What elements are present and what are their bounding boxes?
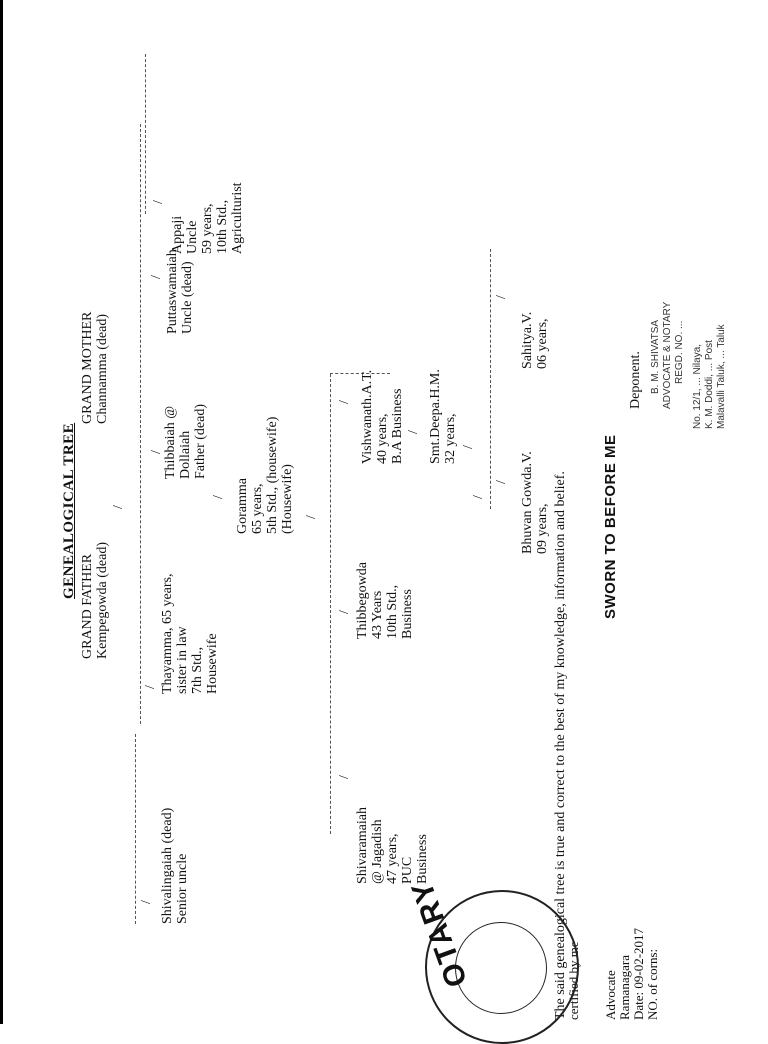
gen3-sahitya: Sahitya.V. 06 years, — [520, 311, 550, 369]
signature-line-1: B. M. SHIVATSA — [650, 319, 661, 394]
gen1-line-left — [135, 734, 136, 924]
connector-mark: / — [337, 775, 352, 779]
connector-mark: / — [304, 515, 319, 519]
signature-line-6: Malavalli Taluk, ... Taluk — [716, 324, 727, 429]
gen2-vishwanath: Vishwanath.A.T. 40 years, B.A Business — [360, 369, 405, 464]
gen2-shivaramaiah: Shivaramaiah @ Jagadish 47 years, PUC Business — [355, 807, 430, 884]
grand-mother-label: GRAND MOTHER — [80, 311, 95, 424]
gen3-bhuvan: Bhuvan Gowda.V. 09 years, — [520, 451, 550, 554]
gen2-thibbegowda: Thibbegowda 43 Years 10th Std., Business — [355, 562, 415, 639]
gen2-line — [330, 374, 331, 834]
gen3-line — [490, 249, 491, 509]
gen1-shivalingaiah: Shivalingaiah (dead) Senior uncle — [160, 807, 190, 924]
deponent-label: Deponent. — [628, 351, 643, 409]
corns-label: NO. of corns: — [645, 948, 660, 1020]
grand-father-name: Kempegowda (dead) — [95, 541, 110, 659]
gen1-line-right — [145, 54, 146, 214]
signature-line-2: ADVOCATE & NOTARY — [662, 301, 673, 409]
advocate-label: Advocate — [603, 970, 618, 1020]
gen1-puttaswamaiah: Puttaswamaiah Uncle (dead) — [165, 249, 195, 334]
signature-line-5: K. M. Doddi, ... Post — [704, 340, 715, 429]
certified-text: certified by me — [566, 941, 581, 1020]
gen1-appaji: Appaji Uncle 59 years, 10th Std., Agriculturist — [170, 182, 245, 254]
place-label: Ramanagara — [617, 955, 632, 1020]
grand-father-label: GRAND FATHER — [80, 553, 95, 659]
connector-mark: / — [151, 200, 166, 204]
connector-mark: / — [337, 610, 352, 614]
signature-line-3: REGD. NO. ... — [674, 320, 685, 384]
connector-mark: / — [149, 450, 164, 454]
signature-line-4: No. 12/1, ... Nilaya, — [692, 343, 703, 429]
connector-mark: / — [139, 900, 154, 904]
connector-mark: / — [111, 505, 126, 509]
connector-mark: / — [337, 400, 352, 404]
gen1-thayamma: Thayamma, 65 years, sister in law 7th Std., Housewife — [160, 573, 220, 694]
connector-mark: / — [143, 685, 158, 689]
grand-mother-name: Channamma (dead) — [95, 313, 110, 424]
connector-mark: / — [471, 495, 486, 499]
gen1-line-main — [140, 124, 141, 724]
connector-mark: / — [494, 480, 509, 484]
page-title: GENEALOGICAL TREE — [61, 422, 77, 599]
statement-text: The said genealogical tree is true and correct to the best of my knowledge, information and belief. — [553, 471, 568, 1020]
connector-mark: / — [406, 430, 421, 434]
gen1-thibbaiah: Thibbaiah @ Dollaiah Father (dead) — [163, 403, 208, 479]
connector-mark: / — [149, 275, 164, 279]
stamp-text: OTARY — [404, 875, 475, 992]
sworn-heading: SWORN TO BEFORE ME — [602, 434, 619, 619]
connector-mark: / — [461, 445, 476, 449]
gen1-goramma: Goramma 65 years, 5th Std., (housewife) (Housewife) — [235, 416, 295, 534]
connector-mark: / — [211, 495, 226, 499]
connector-mark: / — [494, 295, 509, 299]
date-label: Date: 09-02-2017 — [631, 927, 646, 1020]
gen2-deepa: Smt.Deepa.H.M. 32 years, — [428, 369, 458, 464]
